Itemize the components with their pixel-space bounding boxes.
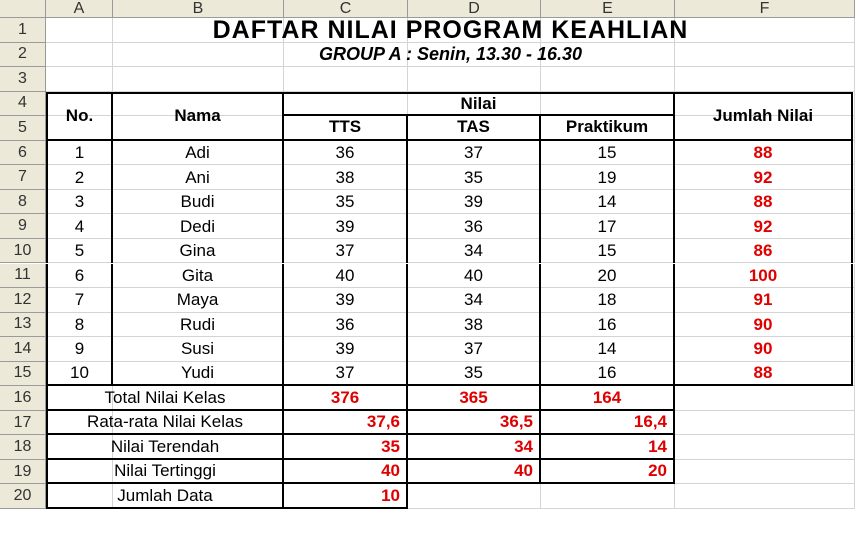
cell-nama[interactable]: Adi xyxy=(113,141,284,166)
column-header-f[interactable]: F xyxy=(675,0,855,18)
row-header-15[interactable]: 15 xyxy=(0,362,46,387)
cell-no[interactable]: 7 xyxy=(46,288,113,313)
cell-tas[interactable]: 40 xyxy=(408,264,541,289)
grid-cell[interactable] xyxy=(675,484,855,509)
cell-praktikum[interactable]: 20 xyxy=(541,264,675,289)
cell-tts[interactable]: 37 xyxy=(284,239,408,264)
cell-tas[interactable]: 34 xyxy=(408,239,541,264)
summary-tas[interactable]: 36,5 xyxy=(408,411,541,436)
header-jumlah-nilai: Jumlah Nilai xyxy=(675,92,853,141)
cell-no[interactable]: 2 xyxy=(46,165,113,190)
summary-tts[interactable]: 40 xyxy=(284,460,408,485)
column-header-d[interactable]: D xyxy=(408,0,541,18)
cell-tts[interactable]: 37 xyxy=(284,362,408,387)
cell-no[interactable]: 10 xyxy=(46,362,113,387)
row-header-14[interactable]: 14 xyxy=(0,337,46,362)
summary-praktikum[interactable]: 14 xyxy=(541,435,675,460)
cell-jumlah-nilai[interactable]: 92 xyxy=(675,165,853,190)
cell-tts[interactable]: 35 xyxy=(284,190,408,215)
summary-tas[interactable]: 365 xyxy=(408,386,541,411)
cell-jumlah-nilai[interactable]: 88 xyxy=(675,362,853,387)
cell-jumlah-nilai[interactable]: 88 xyxy=(675,190,853,215)
cell-tts[interactable]: 39 xyxy=(284,214,408,239)
summary-praktikum[interactable]: 16,4 xyxy=(541,411,675,436)
grid-cell[interactable] xyxy=(675,386,855,411)
grid-cell[interactable] xyxy=(675,435,855,460)
cell-praktikum[interactable]: 19 xyxy=(541,165,675,190)
column-header-c[interactable]: C xyxy=(284,0,408,18)
cell-tas[interactable]: 34 xyxy=(408,288,541,313)
row-header-10[interactable]: 10 xyxy=(0,239,46,264)
cell-praktikum[interactable]: 18 xyxy=(541,288,675,313)
cell-no[interactable]: 4 xyxy=(46,214,113,239)
header-nama: Nama xyxy=(113,92,284,141)
sheet-subtitle: GROUP A : Senin, 13.30 - 16.30 xyxy=(318,44,583,65)
grid-cell[interactable] xyxy=(408,67,541,92)
row-header-4[interactable]: 4 xyxy=(0,92,46,117)
cell-nama[interactable]: Susi xyxy=(113,337,284,362)
cell-nama[interactable]: Maya xyxy=(113,288,284,313)
cell-tas[interactable]: 35 xyxy=(408,165,541,190)
sheet-title: DAFTAR NILAI PROGRAM KEAHLIAN xyxy=(212,18,689,43)
summary-label[interactable]: Total Nilai Kelas xyxy=(46,386,284,411)
row-header-18[interactable]: 18 xyxy=(0,435,46,460)
cell-tts[interactable]: 38 xyxy=(284,165,408,190)
header-tts: TTS xyxy=(284,116,408,141)
summary-label[interactable]: Jumlah Data xyxy=(46,484,284,509)
row-header-1[interactable]: 1 xyxy=(0,18,46,43)
summary-tts[interactable]: 376 xyxy=(284,386,408,411)
cell-praktikum[interactable]: 14 xyxy=(541,190,675,215)
row-header-8[interactable]: 8 xyxy=(0,190,46,215)
cell-praktikum[interactable]: 16 xyxy=(541,362,675,387)
row-header-6[interactable]: 6 xyxy=(0,141,46,166)
cell-tas[interactable]: 37 xyxy=(408,141,541,166)
cell-jumlah-nilai[interactable]: 90 xyxy=(675,313,853,338)
row-header-5[interactable]: 5 xyxy=(0,116,46,141)
header-tas: TAS xyxy=(408,116,541,141)
header-praktikum: Praktikum xyxy=(541,116,675,141)
cell-nama[interactable]: Rudi xyxy=(113,313,284,338)
cell-tas[interactable]: 38 xyxy=(408,313,541,338)
cell-tas[interactable]: 37 xyxy=(408,337,541,362)
cell-praktikum[interactable]: 16 xyxy=(541,313,675,338)
row-header-19[interactable]: 19 xyxy=(0,460,46,485)
column-header-e[interactable]: E xyxy=(541,0,675,18)
cell-jumlah-nilai[interactable]: 100 xyxy=(675,264,853,289)
cell-jumlah-nilai[interactable]: 91 xyxy=(675,288,853,313)
cell-nama[interactable]: Dedi xyxy=(113,214,284,239)
cell-no[interactable]: 9 xyxy=(46,337,113,362)
row-header-2[interactable]: 2 xyxy=(0,43,46,68)
column-header-a[interactable]: A xyxy=(46,0,113,18)
grid-cell[interactable] xyxy=(541,484,675,509)
summary-jumlah-data[interactable]: 10 xyxy=(284,484,408,509)
cell-nama[interactable]: Yudi xyxy=(113,362,284,387)
grid-cell[interactable] xyxy=(408,484,541,509)
header-nilai: Nilai xyxy=(284,92,675,117)
cell-nama[interactable]: Gita xyxy=(113,264,284,289)
cell-no[interactable]: 5 xyxy=(46,239,113,264)
grid-cell[interactable] xyxy=(675,411,855,436)
summary-praktikum[interactable]: 164 xyxy=(541,386,675,411)
cell-tas[interactable]: 35 xyxy=(408,362,541,387)
grid-cell[interactable] xyxy=(113,67,284,92)
cell-praktikum[interactable]: 14 xyxy=(541,337,675,362)
cell-tas[interactable]: 39 xyxy=(408,190,541,215)
grid-cell[interactable] xyxy=(46,67,113,92)
row-header-17[interactable]: 17 xyxy=(0,411,46,436)
grid-cell[interactable] xyxy=(675,460,855,485)
cell-jumlah-nilai[interactable]: 88 xyxy=(675,141,853,166)
row-header-12[interactable]: 12 xyxy=(0,288,46,313)
summary-tas[interactable]: 34 xyxy=(408,435,541,460)
cell-praktikum[interactable]: 15 xyxy=(541,239,675,264)
cell-no[interactable]: 1 xyxy=(46,141,113,166)
header-no: No. xyxy=(46,92,113,141)
cell-praktikum[interactable]: 17 xyxy=(541,214,675,239)
row-header-3[interactable]: 3 xyxy=(0,67,46,92)
row-header-20[interactable]: 20 xyxy=(0,484,46,509)
cell-jumlah-nilai[interactable]: 92 xyxy=(675,214,853,239)
grid-cell[interactable] xyxy=(541,67,675,92)
summary-praktikum[interactable]: 20 xyxy=(541,460,675,485)
cell-tts[interactable]: 39 xyxy=(284,288,408,313)
grid-cell[interactable] xyxy=(284,67,408,92)
cell-tas[interactable]: 36 xyxy=(408,214,541,239)
summary-label[interactable]: Nilai Terendah xyxy=(46,435,284,460)
row-header-9[interactable]: 9 xyxy=(0,214,46,239)
summary-tts[interactable]: 35 xyxy=(284,435,408,460)
summary-tas[interactable]: 40 xyxy=(408,460,541,485)
cell-no[interactable]: 3 xyxy=(46,190,113,215)
select-all-corner[interactable] xyxy=(0,0,46,18)
row-header-11[interactable]: 11 xyxy=(0,264,46,289)
cell-nama[interactable]: Budi xyxy=(113,190,284,215)
cell-praktikum[interactable]: 15 xyxy=(541,141,675,166)
summary-label[interactable]: Nilai Tertinggi xyxy=(46,460,284,485)
cell-no[interactable]: 8 xyxy=(46,313,113,338)
column-header-b[interactable]: B xyxy=(113,0,284,18)
cell-tts[interactable]: 39 xyxy=(284,337,408,362)
cell-nama[interactable]: Ani xyxy=(113,165,284,190)
cell-jumlah-nilai[interactable]: 90 xyxy=(675,337,853,362)
cell-tts[interactable]: 36 xyxy=(284,313,408,338)
cell-nama[interactable]: Gina xyxy=(113,239,284,264)
row-header-13[interactable]: 13 xyxy=(0,313,46,338)
cell-no[interactable]: 6 xyxy=(46,264,113,289)
cell-jumlah-nilai[interactable]: 86 xyxy=(675,239,853,264)
summary-label[interactable]: Rata-rata Nilai Kelas xyxy=(46,411,284,436)
cell-tts[interactable]: 36 xyxy=(284,141,408,166)
row-header-16[interactable]: 16 xyxy=(0,386,46,411)
summary-tts[interactable]: 37,6 xyxy=(284,411,408,436)
row-header-7[interactable]: 7 xyxy=(0,165,46,190)
cell-tts[interactable]: 40 xyxy=(284,264,408,289)
grid-cell[interactable] xyxy=(675,67,855,92)
